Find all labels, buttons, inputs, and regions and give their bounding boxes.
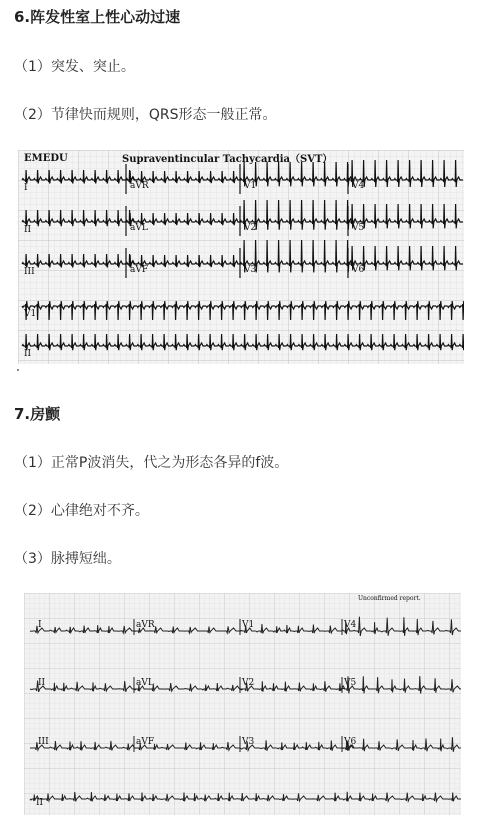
ecg-lead-label: V1 <box>244 181 257 191</box>
ecg-lead-label: III <box>38 737 49 747</box>
section6-title: 6.阵发性室上性心动过速 <box>14 8 181 26</box>
section7-item-1: （1）正常P波消失，代之为形态各异的f波。 <box>14 455 289 471</box>
ecg-lead-label: V2 <box>242 678 255 688</box>
ecg-lead-label: I <box>38 620 42 630</box>
afib-ecg-image <box>24 593 461 815</box>
ecg-lead-label: aVR <box>130 181 149 191</box>
section6-item-1: （1）突发、突止。 <box>14 59 135 75</box>
small-dot <box>17 369 19 371</box>
ecg-lead-label: aVF <box>130 265 149 275</box>
ecg-lead-label: II <box>38 678 46 688</box>
ecg-lead-label: aVL <box>130 223 148 233</box>
ecg-lead-label: V5 <box>344 678 357 688</box>
ecg-lead-label: II <box>36 798 44 808</box>
ecg-lead-label: II <box>24 225 32 235</box>
ecg-lead-label: V6 <box>344 737 357 747</box>
ecg-lead-label: V6 <box>352 265 365 275</box>
ecg-caption: Supraventincular Tachycardia（SVT） <box>122 154 333 165</box>
ecg-lead-label: II <box>24 349 32 359</box>
ecg-lead-label: V2 <box>244 223 257 233</box>
section7-item-2: （2）心律绝对不齐。 <box>14 503 149 519</box>
ecg-brand-label: EMEDU <box>24 153 68 164</box>
ecg-lead-label: V5 <box>352 223 365 233</box>
ecg-lead-label: I <box>24 183 28 193</box>
ecg-lead-label: V3 <box>242 737 255 747</box>
section6-item-2: （2）节律快而规则，QRS形态一般正常。 <box>14 107 277 123</box>
svt-ecg-image <box>18 150 464 364</box>
ecg-lead-label: V1 <box>24 309 37 319</box>
ecg-lead-label: aVL <box>136 678 154 688</box>
ecg-lead-label: aVR <box>136 620 155 630</box>
ecg-lead-label: V4 <box>344 620 357 630</box>
ecg-lead-label: V4 <box>352 181 365 191</box>
section7-item-3: （3）脉搏短绌。 <box>14 551 121 567</box>
unconfirmed-report-note: Unconfirmed report. <box>358 595 421 602</box>
section7-title: 7.房颤 <box>14 405 61 423</box>
ecg-lead-label: III <box>24 267 35 277</box>
ecg-lead-label: aVF <box>136 737 155 747</box>
ecg-lead-label: V3 <box>244 265 257 275</box>
ecg-lead-label: V1 <box>242 620 255 630</box>
